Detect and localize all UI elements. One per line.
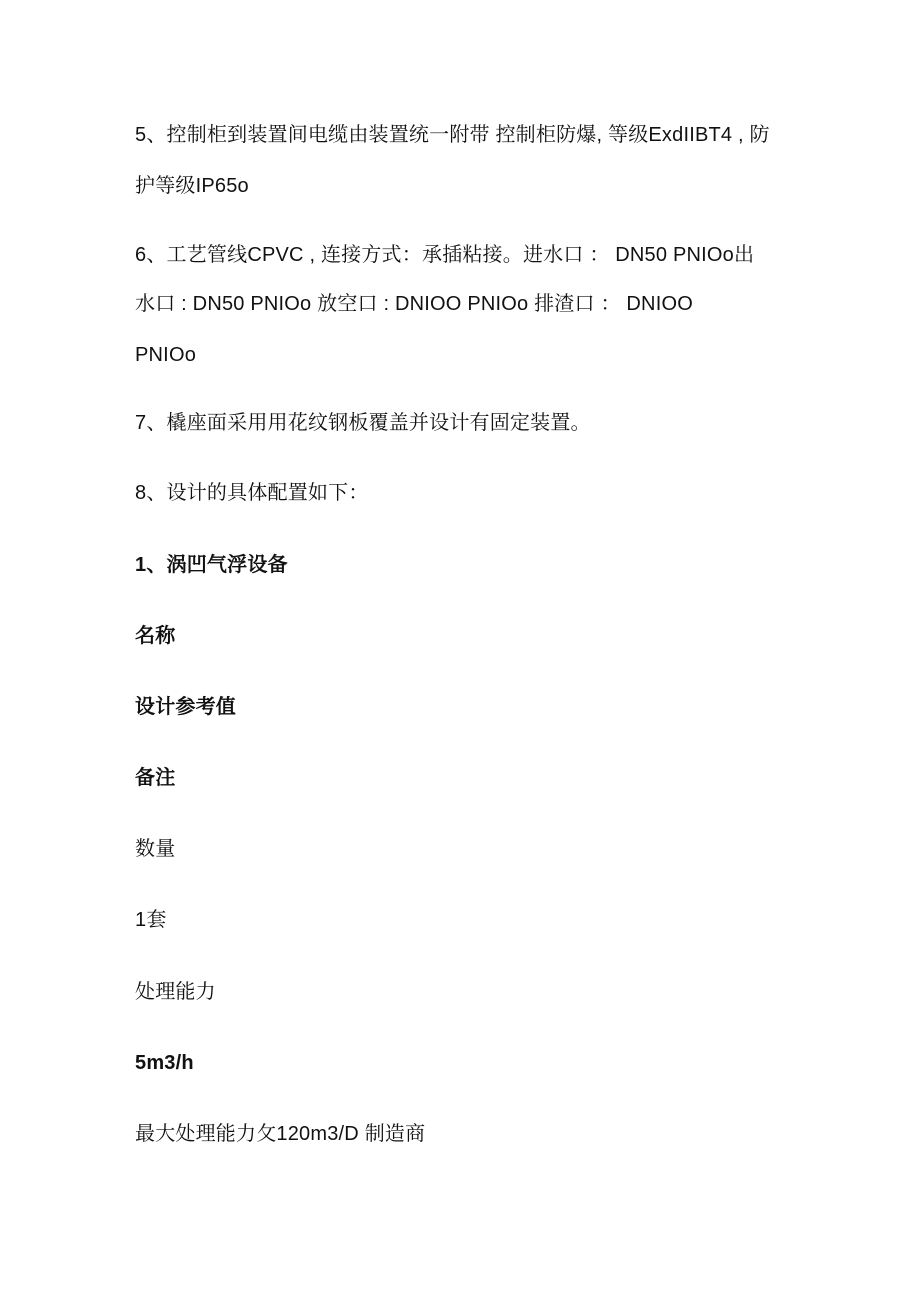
quantity-label: 数量 xyxy=(135,838,176,860)
capacity-label: 处理能力 xyxy=(135,981,216,1003)
paragraph-7-line: 7、橇座面采用用花纹钢板覆盖并设计有固定装置。 xyxy=(135,412,591,434)
table-header-name: 名称 xyxy=(135,625,176,647)
paragraph-5-line-2: 护等级IP65o xyxy=(135,175,249,197)
paragraph-5-line-1: 5、控制柜到装置间电缆由装置统一附带 控制柜防爆, 等级ExdIIBT4 , 防 xyxy=(135,124,770,146)
table-header-reference-value: 设计参考值 xyxy=(135,696,236,718)
capacity-note-manufacturer: 最大处理能力攵120m3/D 制造商 xyxy=(135,1123,426,1145)
section-heading: 1、涡凹气浮设备 xyxy=(135,554,288,576)
paragraph-6-line-3: PNIOo xyxy=(135,344,197,366)
paragraph-6-line-1: 6、工艺管线CPVC , 连接方式：承插粘接。进水口 ： DN50 PNIOo出 xyxy=(135,244,755,266)
paragraph-8-line: 8、设计的具体配置如下： xyxy=(135,482,369,504)
quantity-value: 1套 xyxy=(135,909,167,931)
capacity-value: 5m3/h xyxy=(135,1052,194,1074)
paragraph-6-line-2: 水口 : DN50 PNIOo 放空口 : DNIOO PNIOo 排渣口 ： DNIOO xyxy=(135,293,693,315)
table-header-remarks: 备注 xyxy=(135,767,176,789)
